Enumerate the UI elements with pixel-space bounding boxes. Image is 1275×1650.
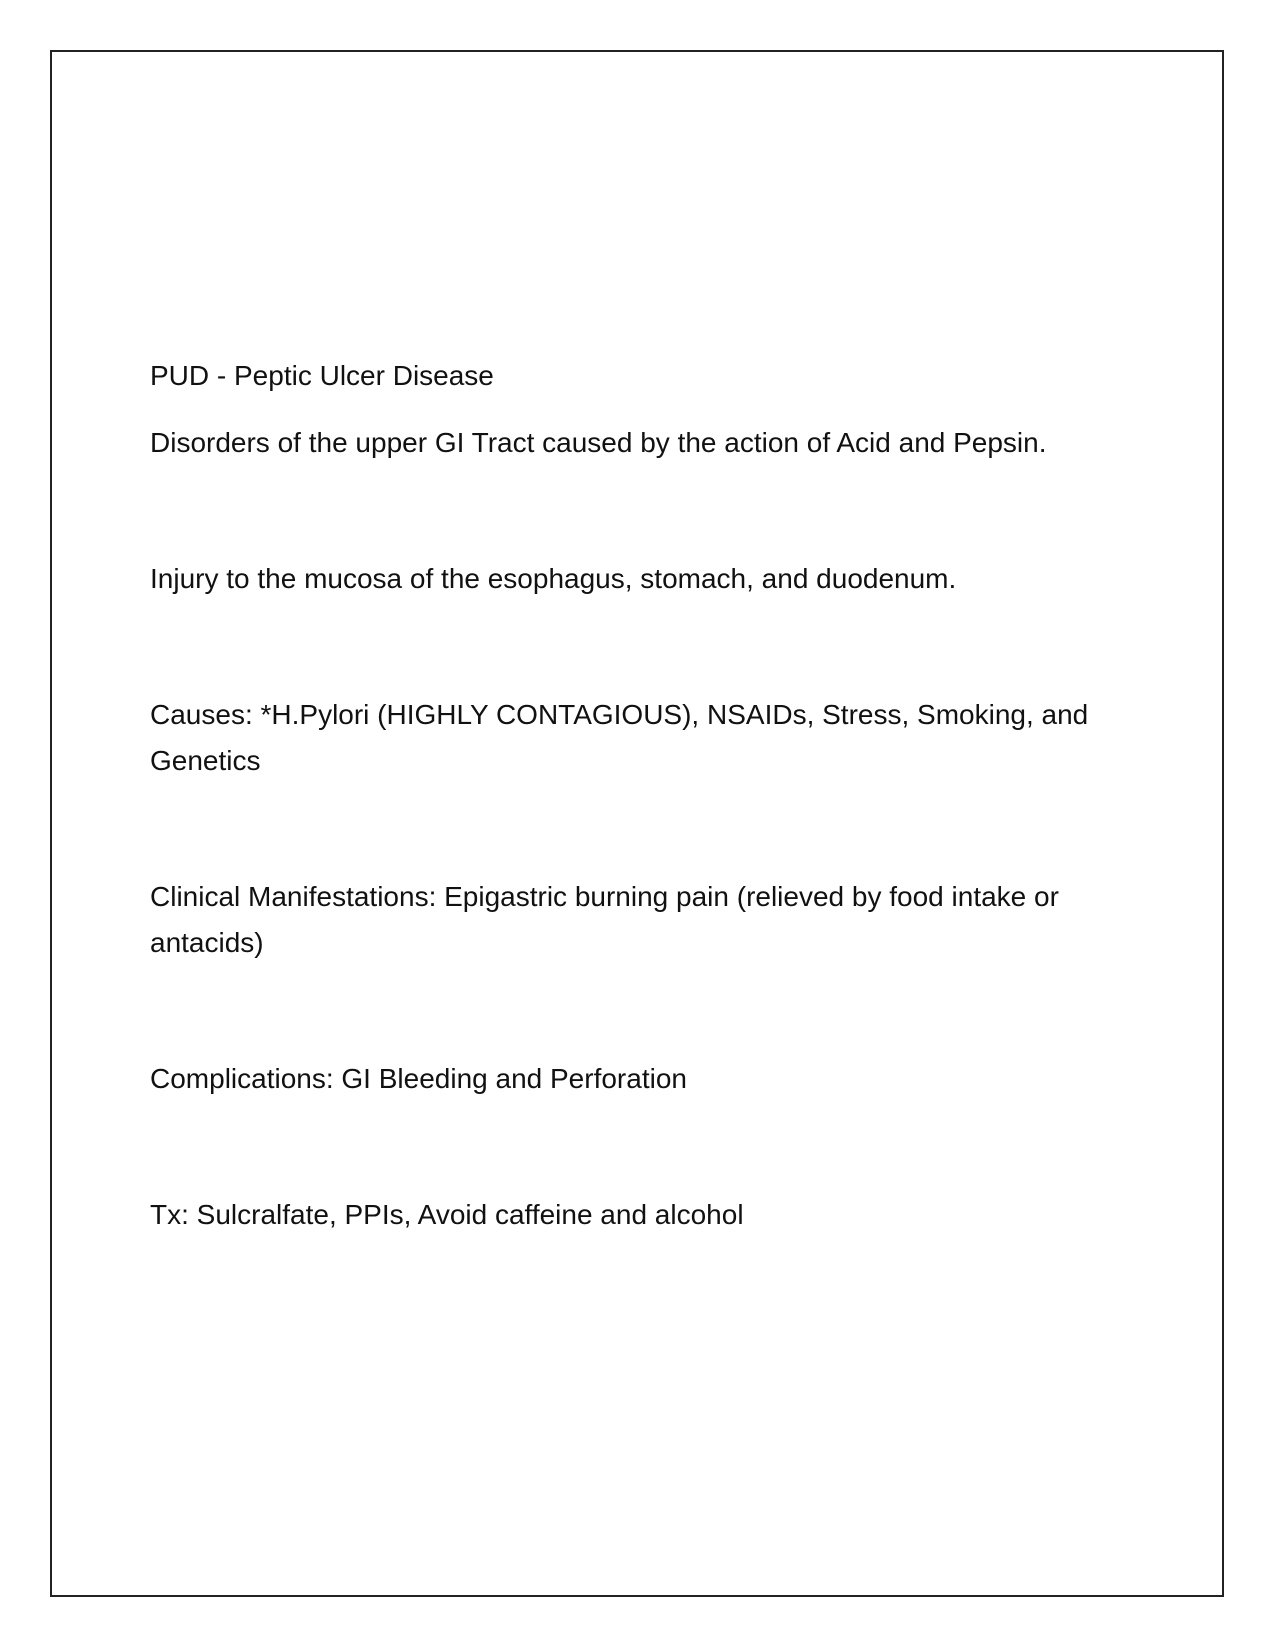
causes-paragraph: Causes: *H.Pylori (HIGHLY CONTAGIOUS), NSAIDs, Stress, Smoking, and Genetics xyxy=(150,699,1089,776)
treatment-paragraph: Tx: Sulcralfate, PPIs, Avoid caffeine and alcohol xyxy=(150,1199,744,1230)
clinical-manifestations-paragraph: Clinical Manifestations: Epigastric burning pain (relieved by food intake or antacids) xyxy=(150,881,1059,958)
document-body xyxy=(150,353,1135,1238)
complications-paragraph: Complications: GI Bleeding and Perforation xyxy=(150,1063,687,1094)
injury-paragraph: Injury to the mucosa of the esophagus, stomach, and duodenum. xyxy=(150,563,957,594)
page-title: PUD - Peptic Ulcer Disease xyxy=(150,360,494,391)
definition-paragraph: Disorders of the upper GI Tract caused by the action of Acid and Pepsin. xyxy=(150,427,1047,458)
